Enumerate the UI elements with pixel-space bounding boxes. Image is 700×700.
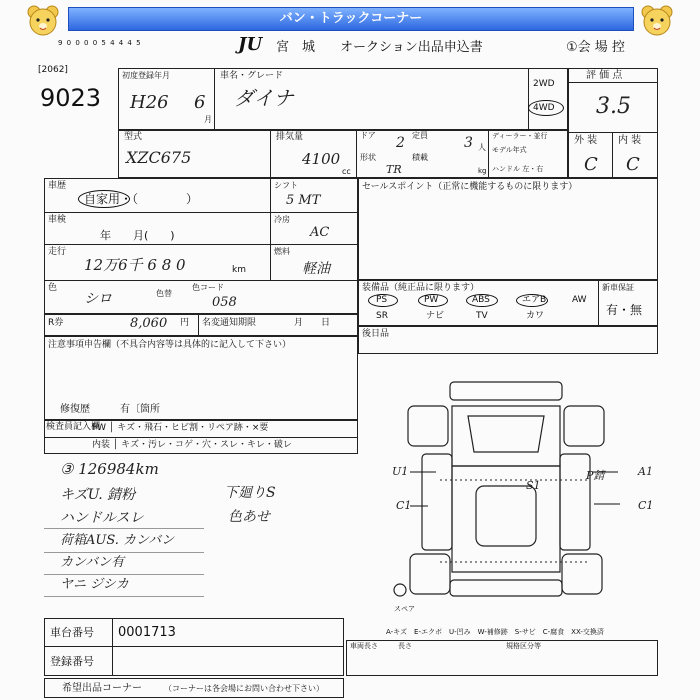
note-line-6: ヤニ ジシカ [60, 577, 129, 592]
inspector-label: 検査員記入欄 [46, 422, 101, 432]
equip-leather: カワ [526, 311, 545, 321]
exterior-grade: C [584, 154, 598, 175]
mark-c1-left: C1 [396, 499, 412, 512]
lot-value: 0001713 [118, 625, 176, 640]
mark-p-rust: P錆 [586, 469, 605, 482]
equip-airbag: エアB [522, 295, 547, 305]
repair-value: 有〔箇所 [120, 404, 160, 415]
capacity-unit: 人 [478, 143, 486, 152]
capacity-value: 3 [464, 135, 473, 151]
mileage-value: 12万6千 6 8 0 [84, 256, 186, 274]
interior-grade: C [626, 154, 640, 175]
registration-label: 登録番号 [50, 655, 94, 668]
code-label: [2062] [38, 65, 68, 75]
sales-point-block [358, 178, 658, 280]
interior-label: 内 装 [618, 135, 642, 146]
color-label: 色 [48, 283, 58, 293]
note-right-2: 色あせ [228, 509, 270, 525]
note-right-1: 下廻りS [224, 485, 276, 501]
color-code-label: 色コード [192, 283, 224, 292]
score-block [568, 68, 658, 178]
doors-value: 2 [396, 135, 405, 151]
truck-condition-diagram [380, 376, 650, 612]
new-car-warranty-label: 新車保証 [602, 283, 634, 292]
equip-navi: ナビ [426, 311, 445, 321]
inspection-label: 車検 [48, 215, 67, 225]
ju-logo: JU [238, 34, 263, 55]
bear-mascot-left-icon [26, 4, 60, 36]
lot-label: 車台番号 [50, 626, 94, 639]
recycle-value: 8,060 [130, 316, 168, 331]
registration-block [118, 68, 568, 130]
mark-s1: S1 [526, 479, 541, 492]
banner-title: バン・トラックコーナー [68, 7, 634, 31]
spare-label: スペア [394, 605, 415, 613]
first-reg-era-year: H26 [130, 92, 169, 113]
model-name: ダイナ [234, 86, 294, 110]
name-change-label: 名変通知期限 [202, 318, 257, 328]
post-input-label: 後日品 [362, 329, 390, 339]
desired-corner-label: 希望出品コーナー [62, 683, 142, 694]
mileage-unit: km [232, 265, 246, 275]
score-value: 3.5 [596, 94, 631, 119]
fuel-value: 軽油 [302, 261, 330, 277]
note-line-5: カンバン有 [60, 555, 125, 570]
dimension-label: 車両長さ [350, 642, 378, 650]
load-unit: kg [478, 167, 487, 175]
name-change-value: 月 日 [294, 318, 331, 328]
notice-label: 注意事項申告欄（不具合内容等は具体的に記入して下さい） [48, 340, 292, 350]
inspector-interior-row: 内装 │ キズ・汚レ・コゲ・穴・スレ・キレ・破レ [92, 440, 292, 450]
recycle-unit: 円 [180, 318, 190, 328]
drive-4wd: 4WD [533, 103, 555, 113]
mark-a1: A1 [638, 465, 653, 478]
displacement-label: 排気量 [276, 132, 304, 142]
history-value: 自家用・（ ） [84, 192, 199, 206]
classification-label: 規格区分等 [506, 642, 541, 650]
score-label: 評 価 点 [586, 70, 623, 81]
post-item-block [358, 326, 658, 354]
new-car-warranty-value: 有・無 [606, 303, 643, 317]
history-label: 車歴 [48, 181, 67, 191]
form-title: オークション出品申込書 [340, 40, 483, 55]
displacement-value: 4100 [302, 150, 341, 168]
venue-control-label: ①会 場 控 [566, 40, 625, 55]
fuel-label: 燃料 [274, 247, 290, 256]
drive-2wd: 2WD [533, 79, 555, 89]
inspection-value: 年 月( ) [100, 229, 175, 242]
inspector-fw-row: FW │ キズ・飛石・ヒビ割・リペア跡・×要 [92, 423, 269, 433]
note-line-3: ハンドルスレ [60, 510, 144, 526]
shift-value: 5 MT [286, 193, 321, 208]
cooler-label: 冷房 [274, 215, 290, 224]
note-line-2: キズU. 錆粉 [60, 487, 136, 503]
equip-pw: PW [424, 295, 439, 305]
mark-u1: U1 [392, 465, 409, 478]
model-year-label: モデル年式 [492, 146, 527, 154]
first-reg-label: 初度登録年月 [122, 71, 170, 80]
equip-abs: ABS [472, 295, 490, 305]
load-label: 積載 [412, 153, 428, 162]
mark-c1-right: C1 [638, 499, 654, 512]
color-value: シロ [84, 291, 112, 307]
displacement-unit: cc [342, 167, 351, 176]
bear-mascot-right-icon [640, 4, 674, 36]
capacity-label: 定員 [412, 131, 428, 140]
color-code-value: 058 [212, 295, 237, 310]
equip-sr: SR [376, 311, 388, 321]
mileage-label: 走行 [48, 247, 67, 257]
first-reg-month: 6 [194, 92, 206, 113]
model-name-label: 車名・グレード [220, 71, 284, 81]
recycle-label: R券 [48, 318, 64, 328]
equip-tv: TV [476, 311, 488, 321]
shape-label: 形状 [360, 153, 376, 162]
desired-corner-note: （コーナーは各会場にお問い合わせ下さい） [164, 684, 324, 693]
equipment-label: 装備品（純正品に限ります） [362, 283, 480, 293]
model-code: XZC675 [126, 148, 192, 167]
color-change-label: 色替 [156, 289, 172, 298]
note-line-1: ③ 126984km [60, 460, 159, 478]
serial-digits: 9 0 0 0 0 5 4 4 4 5 [58, 39, 142, 47]
org-name: 宮 城 [276, 40, 316, 55]
stock-number: 9023 [40, 84, 102, 112]
shift-label: シフト [274, 181, 298, 190]
doors-label: ドア [360, 131, 376, 140]
damage-legend: A-キズ E-エクボ U-凹み W-補修跡 S-サビ C-腐食 XX-交換済 [386, 628, 604, 636]
dimension-block [346, 640, 658, 676]
note-line-4: 荷箱AUS. カンバン [60, 533, 175, 548]
equip-aw: AW [572, 295, 587, 305]
equip-ps: PS [376, 295, 388, 305]
sales-point-label: セールスポイント（正常に機能するものに限ります） [362, 182, 578, 192]
cooler-value: AC [310, 225, 330, 240]
model-code-label: 型式 [124, 132, 143, 142]
exterior-label: 外 装 [574, 135, 598, 146]
repair-label: 修復歴 [60, 404, 90, 415]
shape-value: TR [386, 163, 402, 176]
dimension-sublabel: 長さ [398, 642, 412, 650]
month-unit: 月 [204, 115, 212, 124]
dealer-label: ディーラー・並行 [492, 132, 548, 140]
handle-label: ハンドル 左・右 [492, 165, 544, 173]
